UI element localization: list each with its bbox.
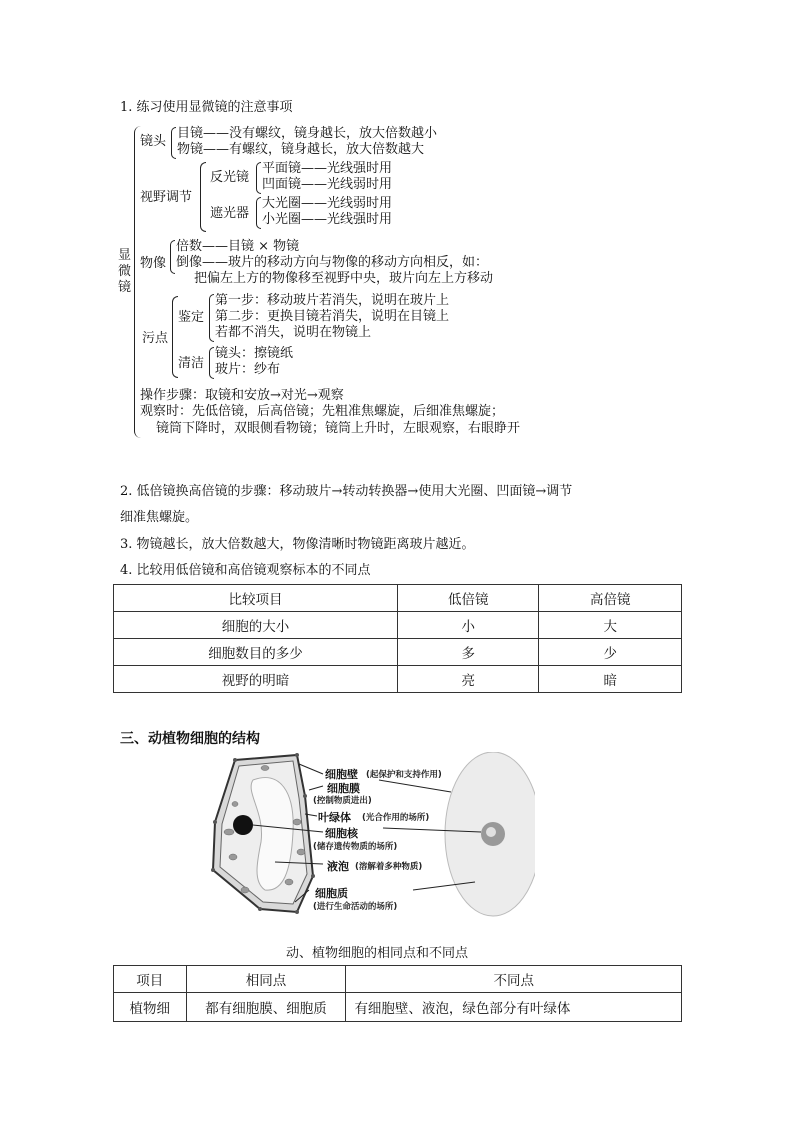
table-header-row (114, 585, 682, 612)
table-row (114, 612, 682, 639)
lens-label: 镜头 (140, 134, 167, 149)
cell-table-caption: 动、植物细胞的相同点和不同点 (286, 946, 469, 961)
identify-line2: 第二步：更换目镜若消失，说明在目镜上 (215, 309, 450, 324)
reflector-line1: 平面镜——光线强时用 (262, 161, 393, 176)
table-cell: 细胞的大小 (114, 612, 398, 639)
reflector-brace (256, 162, 261, 194)
magnification-table (113, 584, 682, 693)
diaphragm-brace (256, 197, 261, 229)
label-nucleus: 细胞核 (325, 827, 358, 840)
label-cytoplasm: 细胞质 (315, 887, 348, 900)
table-cell: 都有细胞膜、细胞质 (186, 993, 346, 1022)
reflector-line2: 凹面镜——光线弱时用 (262, 177, 393, 192)
observe-line2: 镜筒下降时，双眼侧看物镜；镜筒上升时，左眼观察，右眼睁开 (156, 421, 521, 436)
identify-brace (209, 294, 214, 342)
reflector-label: 反光镜 (210, 170, 250, 185)
identify-label: 鉴定 (178, 310, 205, 325)
table-cell: 亮 (397, 666, 539, 693)
table-cell: 少 (539, 639, 682, 666)
label-cell-membrane-note: (控制物质进出) (313, 796, 372, 806)
animal-nucleolus (486, 827, 496, 837)
table-cell: 植物细 (114, 993, 187, 1022)
table-header-cell: 相同点 (186, 966, 346, 993)
part3-heading: 三、动植物细胞的结构 (120, 731, 260, 747)
table-cell: 暗 (539, 666, 682, 693)
table-cell: 细胞数目的多少 (114, 639, 398, 666)
clean-line1: 镜头：擦镜纸 (215, 346, 294, 361)
section2-line2: 细准焦螺旋。 (120, 510, 199, 525)
label-cell-wall-note: (起保护和支持作用) (366, 770, 442, 780)
clean-label: 清洁 (178, 356, 205, 371)
field-label: 视野调节 (140, 190, 193, 205)
section1-heading: 1. 练习使用显微镜的注意事项 (120, 100, 293, 115)
image-line3: 把偏左上方的物像移至视野中央，玻片向左上方移动 (194, 271, 494, 286)
table-cell: 有细胞壁、液泡，绿色部分有叶绿体 (346, 993, 682, 1022)
clean-line2: 玻片：纱布 (215, 362, 281, 377)
cell-compare-table (113, 965, 682, 1022)
lens-brace (171, 127, 176, 159)
image-brace (170, 240, 175, 274)
root-label: 显 微 镜 (118, 248, 132, 295)
diaphragm-line1: 大光圈——光线弱时用 (262, 196, 393, 211)
identify-line3: 若都不消失，说明在物镜上 (215, 325, 372, 340)
identify-line1: 第一步：移动玻片若消失，说明在玻片上 (215, 293, 450, 308)
label-cell-wall: 细胞壁 (325, 768, 358, 781)
stain-label: 污点 (142, 331, 169, 346)
section2-line1: 2. 低倍镜换高倍镜的步骤：移动玻片→转动转换器→使用大光圈、凹面镜→调节 (120, 484, 573, 499)
observe-line1: 观察时：先低倍镜，后高倍镜；先粗准焦螺旋，后细准焦螺旋； (140, 404, 505, 419)
table-header-cell: 低倍镜 (397, 585, 539, 612)
table-header-cell: 项目 (114, 966, 187, 993)
table-cell: 视野的明暗 (114, 666, 398, 693)
table-row (114, 666, 682, 693)
label-vacuole-note: (溶解着多种物质) (355, 862, 423, 872)
table-header-row (114, 966, 682, 993)
image-line2: 倒像——玻片的移动方向与物像的移动方向相反，如： (176, 255, 489, 270)
lens-line2: 物镜——有螺纹，镜身越长，放大倍数越大 (177, 142, 425, 157)
table-cell: 小 (397, 612, 539, 639)
table-cell: 多 (397, 639, 539, 666)
table-row (114, 993, 682, 1022)
image-line1: 倍数——目镜 × 物镜 (176, 239, 300, 254)
clean-brace (209, 347, 214, 379)
section4-heading: 4. 比较用低倍镜和高倍镜观察标本的不同点 (120, 563, 371, 578)
label-vacuole: 液泡 (327, 860, 349, 873)
table-cell: 大 (539, 612, 682, 639)
label-cell-membrane: 细胞膜 (327, 782, 360, 795)
diaphragm-label: 遮光器 (210, 206, 250, 221)
section3-line: 3. 物镜越长，放大倍数越大，物像清晰时物镜距离玻片越近。 (120, 537, 475, 552)
steps-line: 操作步骤：取镜和安放→对光→观察 (140, 388, 344, 403)
diaphragm-line2: 小光圈——光线强时用 (262, 212, 393, 227)
table-row (114, 639, 682, 666)
label-cytoplasm-note: (进行生命活动的场所) (313, 902, 398, 912)
field-brace (200, 162, 206, 232)
label-chloroplast: 叶绿体 (318, 811, 351, 824)
label-chloroplast-note: (光合作用的场所) (362, 813, 430, 823)
lens-line1: 目镜——没有螺纹，镜身越长，放大倍数越小 (177, 126, 438, 141)
table-header-cell: 不同点 (346, 966, 682, 993)
table-header-cell: 高倍镜 (539, 585, 682, 612)
image-label: 物像 (140, 256, 167, 271)
label-nucleus-note: (储存遗传物质的场所) (313, 842, 398, 852)
table-header-cell: 比较项目 (114, 585, 398, 612)
plant-nucleus (233, 815, 253, 835)
